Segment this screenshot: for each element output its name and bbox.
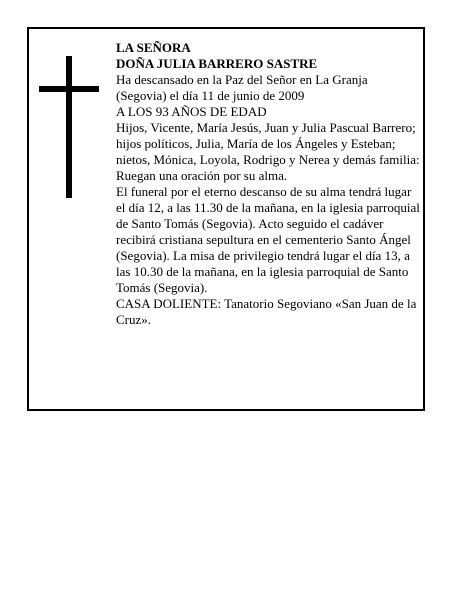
funeral-services: El funeral por el eterno descanso de su alma tendrá lugar el día 12, a las 11.30 de la mañana, en la iglesia parroquial de Santo Tomás (Segovia). Acto seguido el cadáver recibirá cristiana sepultura en el cementerio Santo Ángel (Segovia). La misa de privilegio tendrá lugar el día 13, a las 10.30 de la mañana, en la iglesia parroquial de Santo Tomás (Segovia). (116, 184, 420, 295)
obituary-notice (27, 27, 425, 411)
cross-vertical-bar (66, 56, 72, 198)
family-list: Hijos, Vicente, María Jesús, Juan y Julia Pascual Barrero; hijos políticos, Julia, María de los Ángeles y Esteban; nietos, Mónica, Loyola, Rodrigo y Nerea y demás familia: (116, 120, 420, 167)
notice-title: LA SEÑORA (116, 40, 191, 55)
prayer-request: Ruegan una oración por su alma. (116, 168, 288, 183)
mourning-house: CASA DOLIENTE: Tanatorio Segoviano «San Juan de la Cruz». (116, 296, 417, 327)
cross-horizontal-bar (39, 86, 99, 92)
deceased-name: DOÑA JULIA BARRERO SASTRE (116, 56, 318, 71)
obituary-text (116, 40, 421, 328)
death-announcement: Ha descansado en la Paz del Señor en La Granja (Segovia) el día 11 de junio de 2009 (116, 72, 368, 103)
age-line: A LOS 93 AÑOS DE EDAD (116, 104, 267, 119)
